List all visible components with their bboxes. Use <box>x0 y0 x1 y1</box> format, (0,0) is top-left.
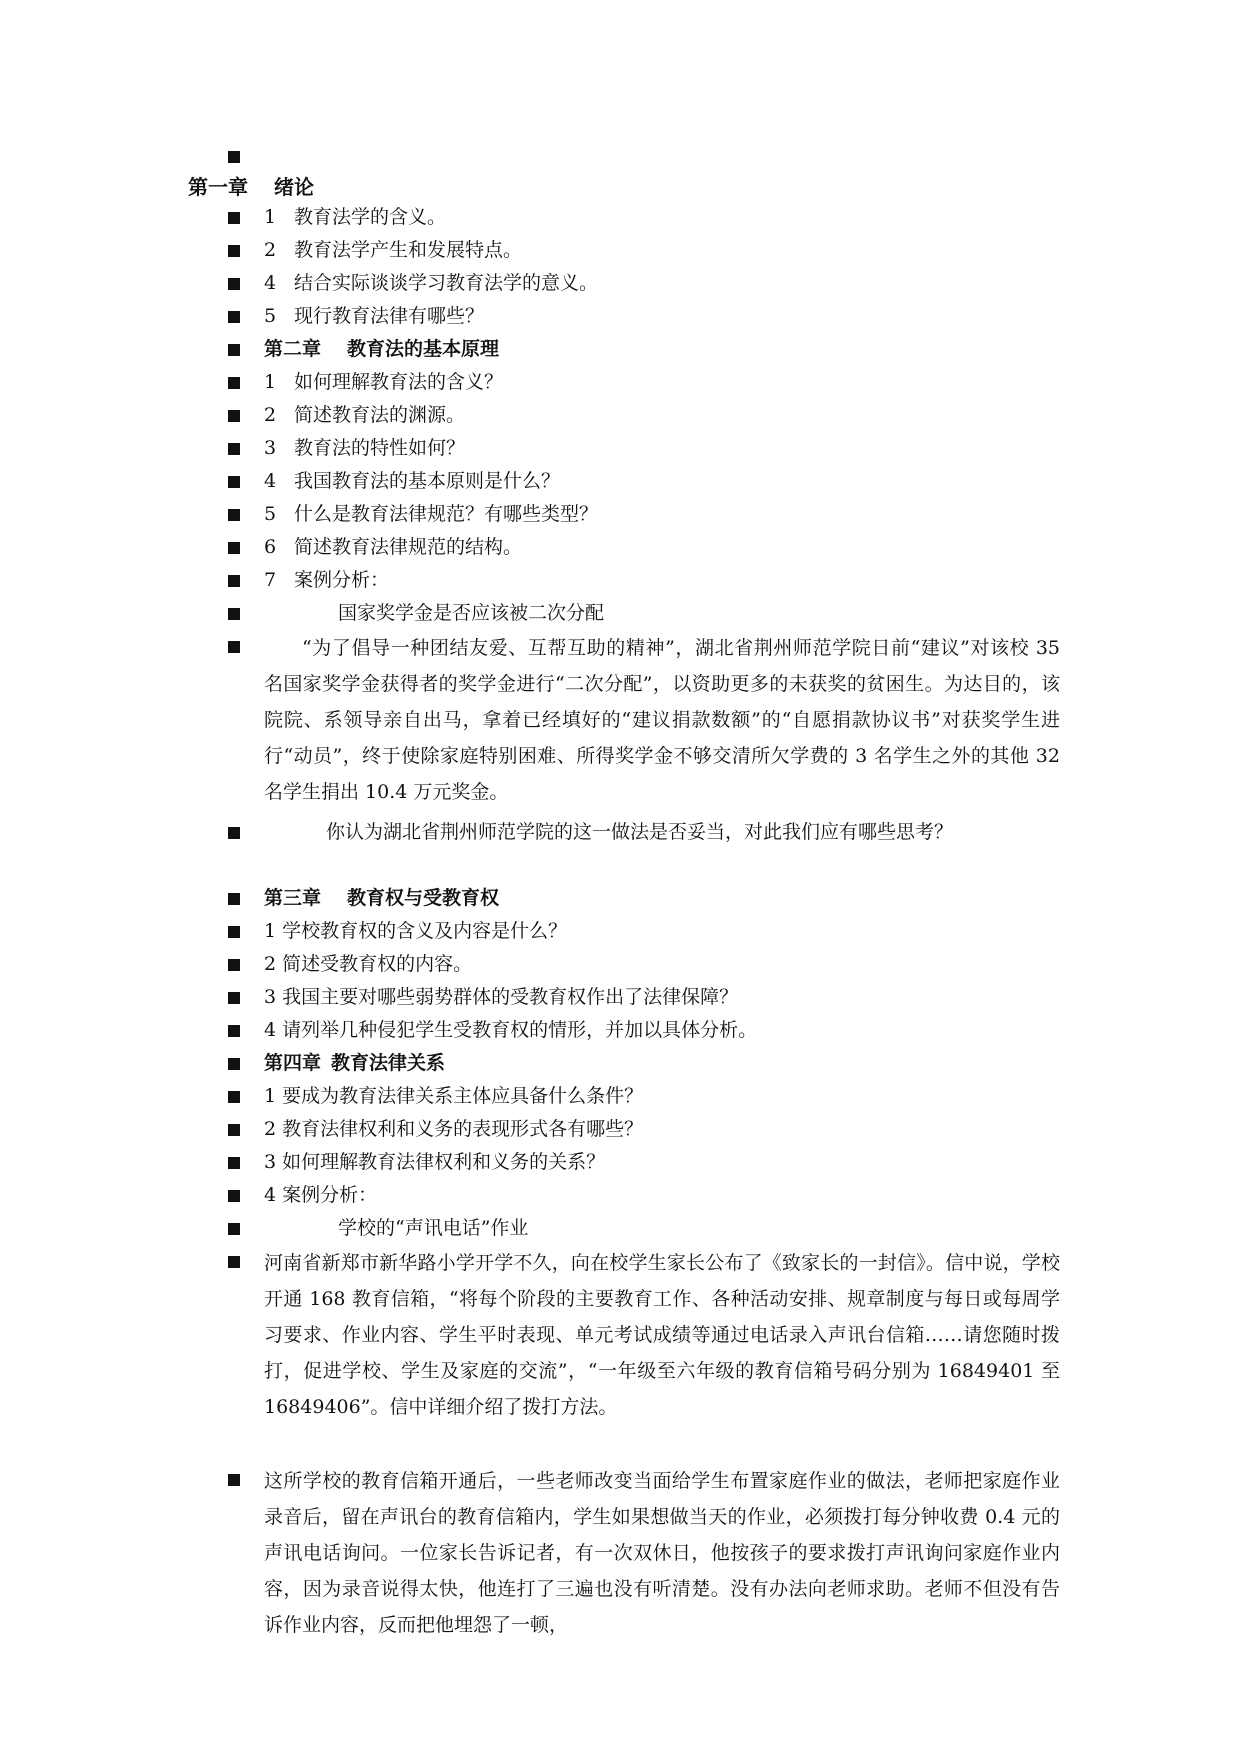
square-bullet-icon <box>228 608 240 620</box>
square-bullet-icon <box>228 344 240 356</box>
square-bullet-icon <box>228 509 240 521</box>
item-number: 5 <box>264 503 277 525</box>
square-bullet-icon <box>228 1124 240 1136</box>
square-bullet-icon <box>228 641 240 653</box>
item-number: 3 <box>264 986 277 1008</box>
chapter-title-name: 教育法的基本原理 <box>347 338 500 360</box>
square-bullet-icon <box>228 443 240 455</box>
item-number: 3 <box>264 437 277 459</box>
item-text: 简述教育法律规范的结构。 <box>294 536 523 558</box>
item-text: 教育法学产生和发展特点。 <box>294 239 523 261</box>
item-number: 2 <box>264 239 277 261</box>
square-bullet-icon <box>228 476 240 488</box>
square-bullet-icon <box>228 1157 240 1169</box>
item-text: 我国教育法的基本原则是什么？ <box>294 470 561 492</box>
square-bullet-icon <box>228 278 240 290</box>
square-bullet-icon <box>228 1474 240 1486</box>
item-text: 教育法学的含义。 <box>294 206 447 228</box>
item-text: 教育法的特性如何？ <box>294 437 466 459</box>
square-bullet-icon <box>228 1190 240 1202</box>
square-bullet-icon <box>228 151 240 163</box>
item-number: 1 <box>264 206 277 228</box>
item-text: 什么是教育法律规范？有哪些类型？ <box>294 503 599 525</box>
square-bullet-icon <box>228 926 240 938</box>
item-text: 学校教育权的含义及内容是什么？ <box>282 920 568 942</box>
chapter-title-prefix: 第二章 <box>264 338 322 360</box>
square-bullet-icon <box>228 377 240 389</box>
square-bullet-icon <box>228 1091 240 1103</box>
square-bullet-icon <box>228 212 240 224</box>
item-text: 如何理解教育法的含义？ <box>294 371 504 393</box>
item-number: 3 <box>264 1151 277 1173</box>
item-text: 简述教育法的渊源。 <box>294 404 466 426</box>
chapter-title-name: 教育法律关系 <box>331 1052 446 1074</box>
item-number: 4 <box>264 1184 277 1206</box>
square-bullet-icon <box>228 1256 240 1268</box>
square-bullet-icon <box>228 893 240 905</box>
square-bullet-icon <box>228 1025 240 1037</box>
square-bullet-icon <box>228 575 240 587</box>
chapter-title-prefix: 第四章 <box>264 1052 322 1074</box>
document-page: 第一章 绪论 1 教育法学的含义。 2 教育法学产生和发展特点。 4 结合实际谈谈学习教育法学的意义。 5 现行教育法律有哪些？ 第二章 教育法的基本原理 1 如何理解教育法的含义？ 2 简述教育法的渊源。 3 教育法的特性如何？ 4 我国教育法的基本原则是什么？ 5 什么是教育法律规范？有哪些类型？ 6 简述教育法律规范的结构。 7 案例分析： 国家奖学金是否应该被二次分配 “为了倡导一种团结友爱、互帮互助的精神”，湖北省荆州师范学院日前“建议”对该校 35 名国家奖学金获得者的奖学金进行“二次分配”，以资助更多的未获奖的贫困生。为达目的，该院院、系领导亲自出马，拿着已经填好的“建议捐款数额”的“自愿捐款协议书”对获奖学生进行“动员”，终于使除家庭特别困难、所得奖学金不够交清所欠学费的 3 名学生之外的其他 32 名学生捐出 10.4 万元奖金。 你认为湖北省荆州师范学院的这一做法是否妥当，对此我们应有哪些思考？ 第三章 教育权与受教育权 1 学校教育权的含义及内容是什么？ 2 简述受教育权的内容。 3 我国主要对哪些弱势群体的受教育权作出了法律保障？ 4 请列举几种侵犯学生受教育权的情形，并加以具体分析。 第四章 教育法律关系 1 要成为教育法律关系主体应具备什么条件？ 2 教育法律权利和义务的表现形式各有哪些？ 3 如何理解教育法律权利和义务的关系？ 4 案例分析： 学校的“声讯电话”作业 河南省新郑市新华路小学开学不久，向在校学生家长公布了《致家长的一封信》。信中说，学校开通 168 教育信箱，“将每个阶段的主要教育工作、各种活动安排、规章制度与每日或每周学习要求、作业内容、学生平时表现、单元考试成绩等通过电话录入声讯台信箱……请您随时拨打，促进学校、学生及家庭的交流”，“一年级至六年级的教育信箱号码分别为 16849401 至 16849406”。信中详细介绍了拨打方法。 这所学校的教育信箱开通后，一些老师改变当面给学生布置家庭作业的做法，老师把家庭作业录音后，留在声讯台的教育信箱内，学生如果想做当天的作业，必须拨打每分钟收费 0.4 元的声讯电话询问。一位家长告诉记者，有一次双休日，他按孩子的要求拨打声讯询问家庭作业内容，因为录音说得太快，他连打了三遍也没有听清楚。没有办法向老师求助。老师不但没有告诉作业内容，反而把他埋怨了一顿， <box>0 0 1241 1754</box>
item-number: 1 <box>264 920 277 942</box>
item-number: 4 <box>264 1019 277 1041</box>
item-number: 7 <box>264 569 277 591</box>
item-number: 4 <box>264 470 277 492</box>
square-bullet-icon <box>228 992 240 1004</box>
item-number: 4 <box>264 272 277 294</box>
chapter-title-prefix: 第三章 <box>264 887 322 909</box>
item-text: 结合实际谈谈学习教育法学的意义。 <box>294 272 599 294</box>
item-text: 如何理解教育法律权利和义务的关系？ <box>282 1151 606 1173</box>
item-number: 6 <box>264 536 277 558</box>
item-text: 简述受教育权的内容。 <box>282 953 473 975</box>
square-bullet-icon <box>228 311 240 323</box>
square-bullet-icon <box>228 245 240 257</box>
item-number: 5 <box>264 305 277 327</box>
chapter-title-name: 绪论 <box>274 175 314 199</box>
square-bullet-icon <box>228 1223 240 1235</box>
square-bullet-icon <box>228 959 240 971</box>
item-text: 案例分析： <box>294 569 390 591</box>
chapter-1-heading <box>188 172 314 202</box>
item-number: 1 <box>264 1085 277 1107</box>
item-number: 2 <box>264 953 277 975</box>
item-number: 2 <box>264 1118 277 1140</box>
chapter-title-prefix: 第一章 <box>188 175 248 199</box>
item-text: 教育法律权利和义务的表现形式各有哪些？ <box>282 1118 644 1140</box>
square-bullet-icon <box>228 827 240 839</box>
square-bullet-icon <box>228 410 240 422</box>
item-text: 要成为教育法律关系主体应具备什么条件？ <box>282 1085 644 1107</box>
chapter-title-name: 教育权与受教育权 <box>347 887 500 909</box>
item-text: 我国主要对哪些弱势群体的受教育权作出了法律保障？ <box>282 986 739 1008</box>
square-bullet-icon <box>228 1058 240 1070</box>
item-text: 案例分析： <box>282 1184 378 1206</box>
item-text: 请列举几种侵犯学生受教育权的情形，并加以具体分析。 <box>282 1019 758 1041</box>
item-text: 现行教育法律有哪些？ <box>294 305 485 327</box>
item-number: 1 <box>264 371 277 393</box>
item-number: 2 <box>264 404 277 426</box>
square-bullet-icon <box>228 542 240 554</box>
